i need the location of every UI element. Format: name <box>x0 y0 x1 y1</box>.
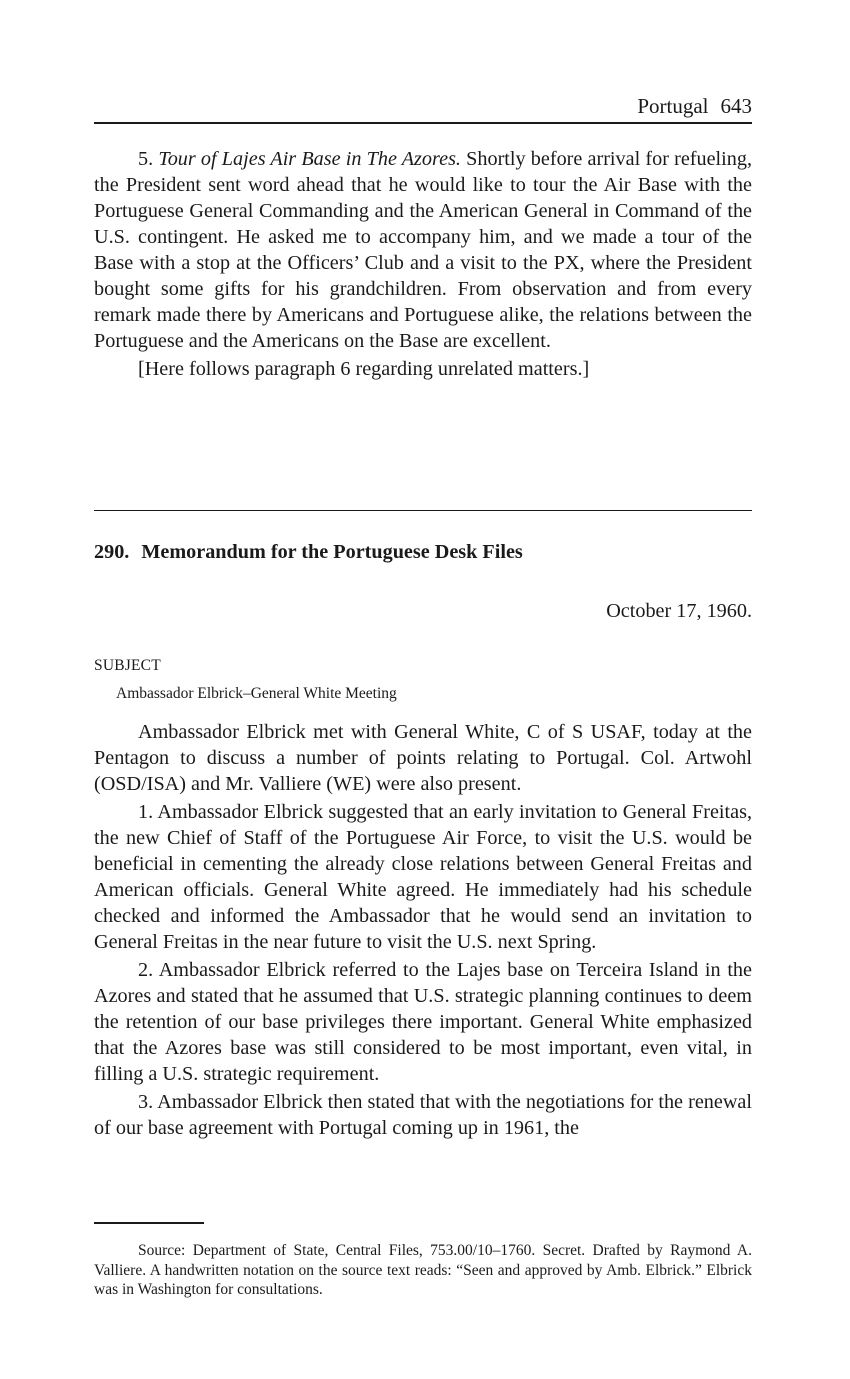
paragraph-5-title: Tour of Lajes Air Base in The Azores. <box>158 148 461 170</box>
document-number: 290. <box>94 541 130 563</box>
document-heading <box>94 539 523 565</box>
point-1-paragraph: 1. Ambassador Elbrick suggested that an early invitation to General Freitas, the new Chief of Staff of the Portuguese Air Force, to visit the U.S. would be beneficial in cementing the already close relations between General Freitas and American officials. General White agreed. He immediately had his schedule checked and informed the Ambassador that he would send an invitation to General Freitas in the near future to visit the U.S. next Spring. <box>94 801 752 953</box>
document-date: October 17, 1960. <box>606 600 752 622</box>
running-head-section: Portugal <box>637 94 709 118</box>
paragraph-5-number: 5. <box>138 148 154 170</box>
previous-document-continuation <box>94 146 752 382</box>
page-number: 643 <box>720 94 752 118</box>
point-2-paragraph: 2. Ambassador Elbrick referred to the Lajes base on Terceira Island in the Azores and stated that he assumed that U.S. strategic planning continues to deem the retention of our base privileges there important. General White emphasized that the Azores base was still considered to be most important, even vital, in filling a U.S. strategic requirement. <box>94 959 752 1085</box>
memorandum-body <box>94 719 752 1141</box>
source-footnote: Source: Department of State, Central Files, 753.00/10–1760. Secret. Drafted by Raymond A. Valliere. A handwritten notation on the source text reads: “Seen and approved by Amb. Elbrick.” Elbrick was in Washington for consultations. <box>94 1242 752 1298</box>
subject-label: SUBJECT <box>94 657 161 674</box>
editorial-note: [Here follows paragraph 6 regarding unrelated matters.] <box>138 358 590 380</box>
paragraph-5-body: Shortly before arrival for refueling, the President sent word ahead that he would like to tour the Air Base with the Portuguese General Commanding and the American General in Command of the U.S. contingent. He asked me to accompany him, and we made a tour of the Base with a stop at the Officers’ Club and a visit to the PX, where the President bought some gifts for his grandchildren. From observation and from every remark made there by Americans and Portuguese alike, the relations between the Portuguese and the Americans on the Base are excellent. <box>94 148 753 352</box>
document-title: Memorandum for the Portuguese Desk Files <box>141 541 523 563</box>
point-3-paragraph: 3. Ambassador Elbrick then stated that with the negotiations for the renewal of our base agreement with Portugal coming up in 1961, the <box>94 1091 752 1139</box>
paragraph-5 <box>94 146 752 354</box>
subject-text: Ambassador Elbrick–General White Meeting <box>116 685 397 702</box>
running-head <box>637 93 752 119</box>
intro-paragraph: Ambassador Elbrick met with General White, C of S USAF, today at the Pentagon to discuss a number of points relating to Portugal. Col. Artwohl (OSD/ISA) and Mr. Valliere (WE) were also present. <box>94 721 752 795</box>
header-rule <box>94 122 752 124</box>
document-separator-rule <box>94 510 752 511</box>
footnote-rule <box>94 1222 204 1224</box>
